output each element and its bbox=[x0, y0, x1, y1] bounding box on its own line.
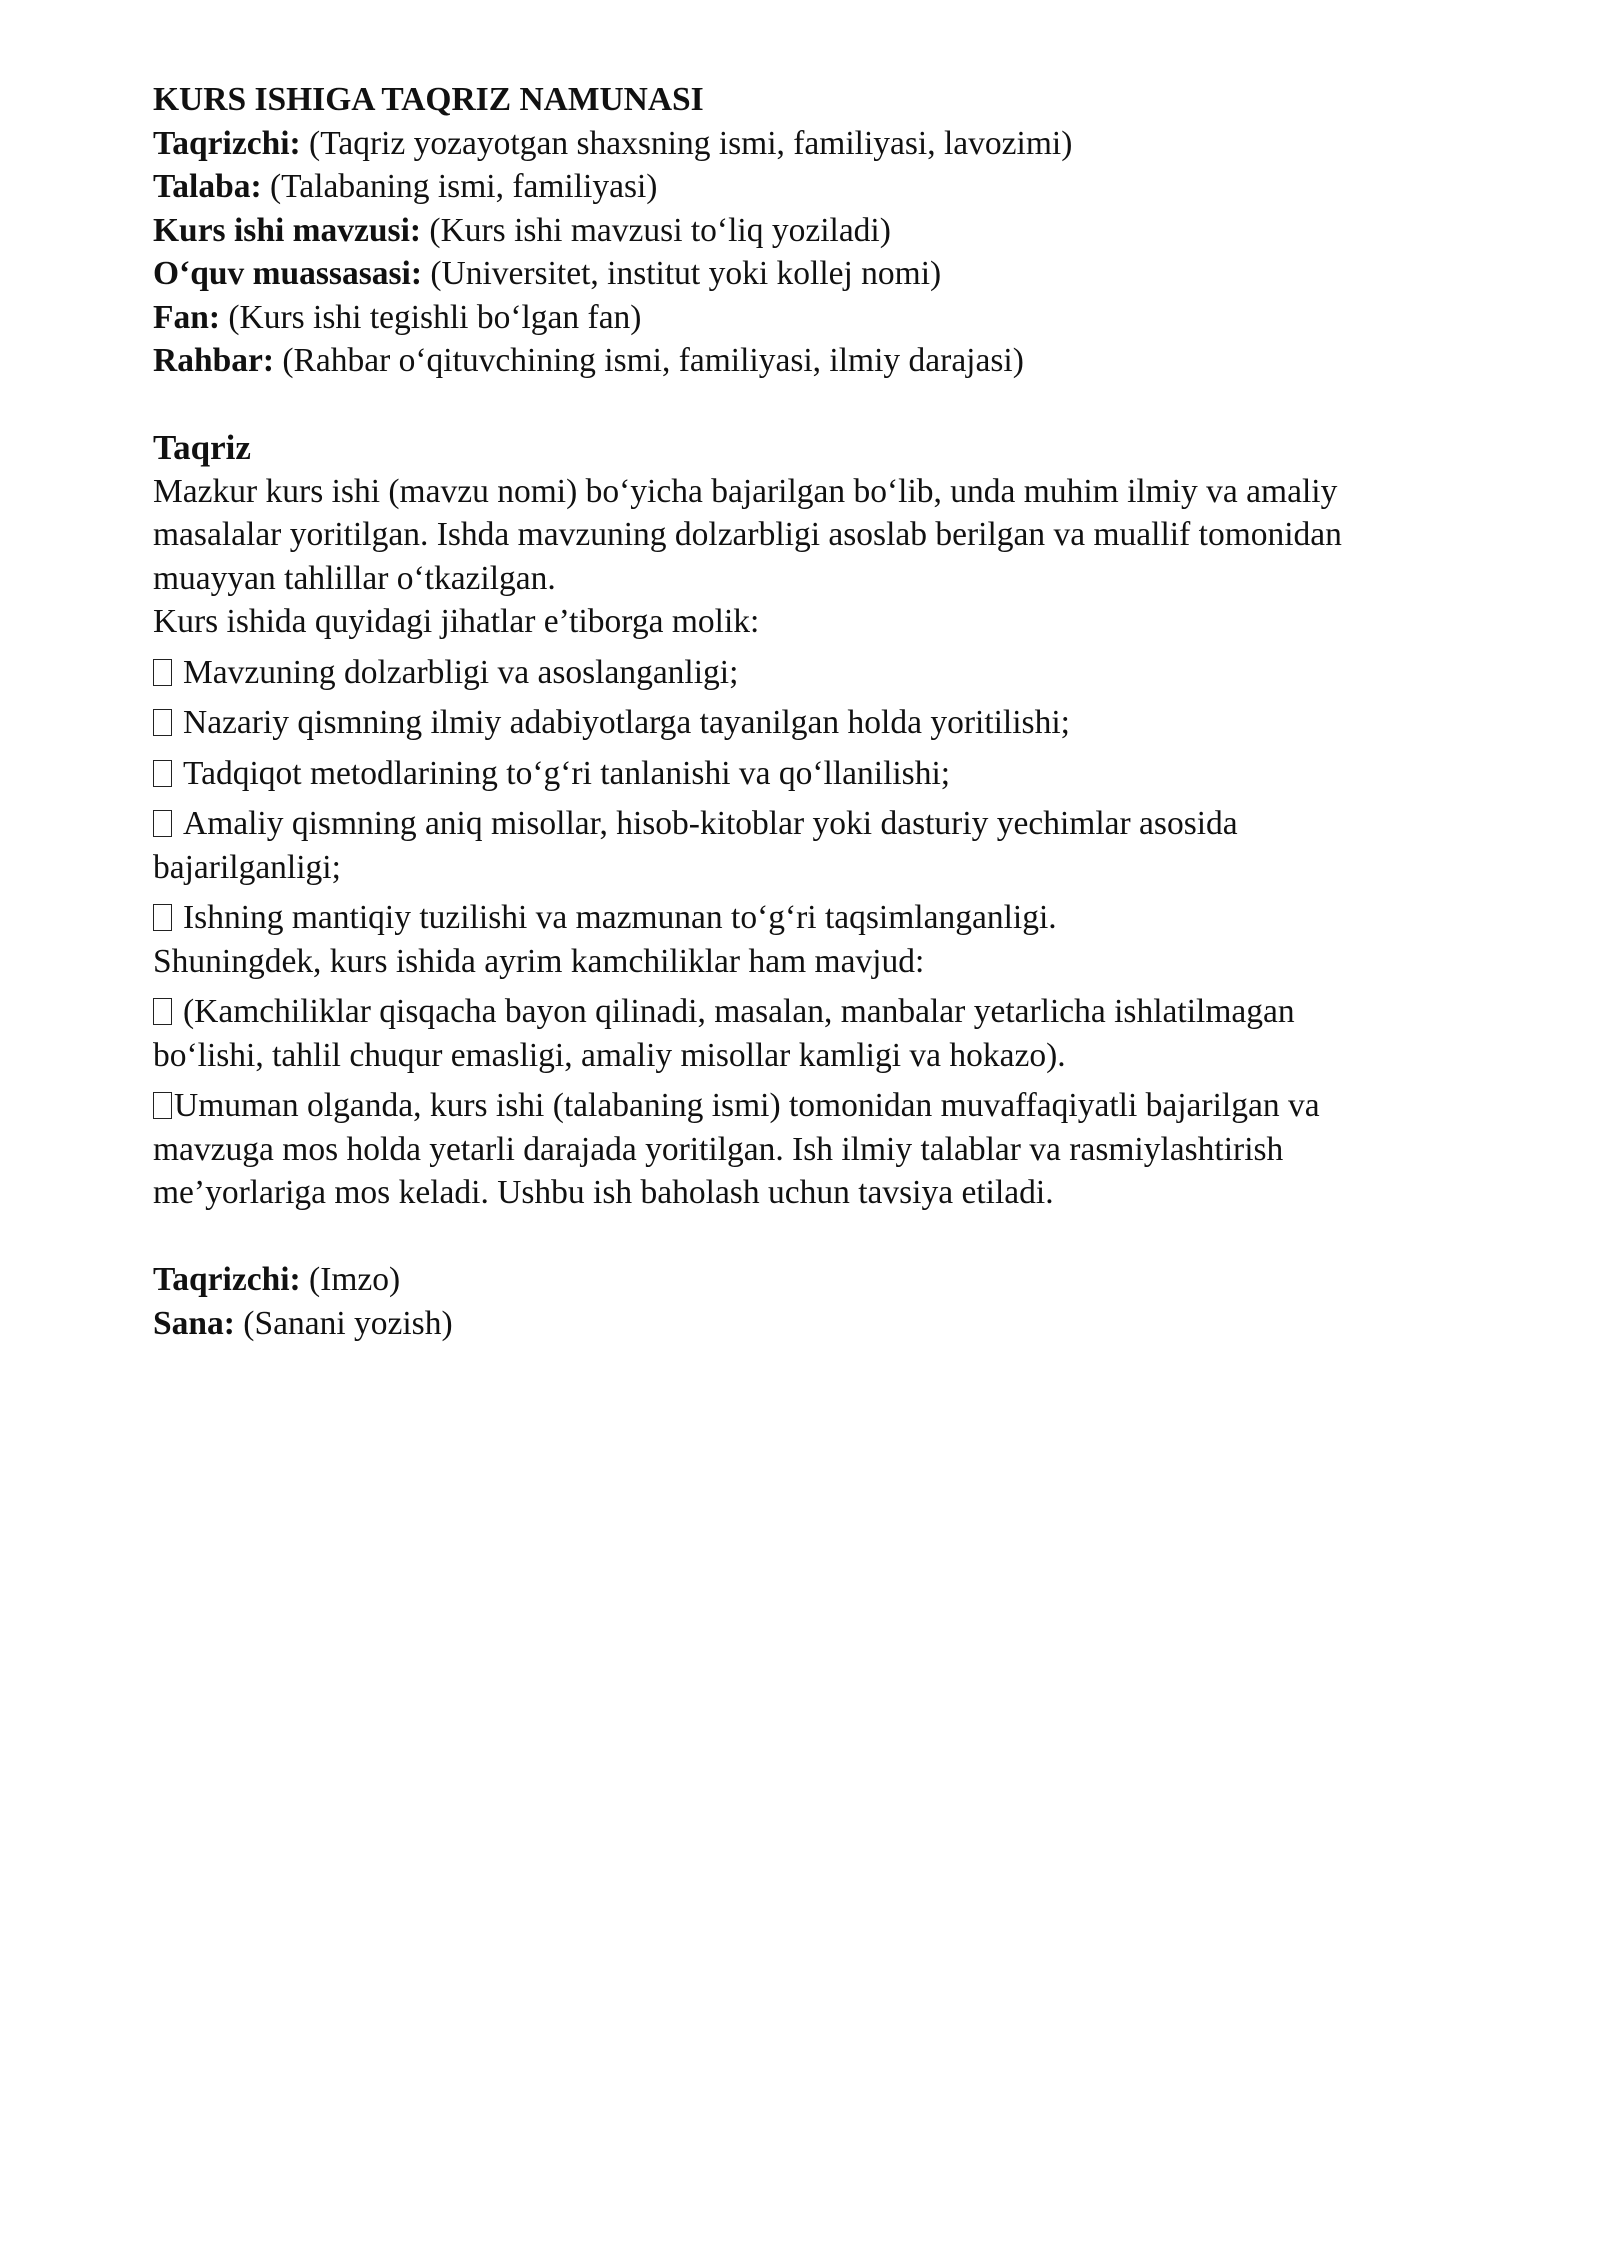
spacer bbox=[153, 383, 1513, 427]
shortcomings-intro: Shuningdek, kurs ishida ayrim kamchiliklar ham mavjud: bbox=[153, 942, 925, 980]
list-item-text: Mavzuning dolzarbligi va asoslanganligi; bbox=[183, 653, 739, 691]
list-item bbox=[153, 651, 1513, 695]
list-item bbox=[153, 896, 1513, 940]
field-label: Sana: bbox=[153, 1304, 235, 1342]
intro-line: muayyan tahlillar o‘tkazilgan. bbox=[153, 559, 556, 597]
field-value: (Universitet, institut yoki kollej nomi) bbox=[422, 255, 942, 292]
list-item-text: Amaliy qismning aniq misollar, hisob-kitoblar yoki dasturiy yechimlar asosida bbox=[183, 805, 1238, 842]
bullet-icon bbox=[153, 1092, 172, 1119]
list-item-text: Nazariy qismning ilmiy adabiyotlarga tayanilgan holda yoritilishi; bbox=[183, 704, 1070, 741]
bullet-icon bbox=[153, 810, 172, 837]
list-item bbox=[153, 990, 1513, 1077]
conclusion-line: mavzuga mos holda yetarli darajada yoritilgan. Ish ilmiy talablar va rasmiylashtirish bbox=[153, 1130, 1284, 1168]
intro-line: Kurs ishida quyidagi jihatlar e’tiborga molik: bbox=[153, 603, 760, 640]
field-value: (Talabaning ismi, familiyasi) bbox=[261, 168, 658, 205]
field-student bbox=[153, 165, 1513, 209]
field-value: (Taqriz yozayotgan shaxsning ismi, familiyasi, lavozimi) bbox=[300, 124, 1073, 162]
document-title: KURS ISHIGA TAQRIZ NAMUNASI bbox=[153, 81, 704, 118]
conclusion-line: me’yorlariga mos keladi. Ushbu ish baholash uchun tavsiya etiladi. bbox=[153, 1174, 1054, 1211]
shortcomings-list bbox=[153, 990, 1513, 1077]
field-label: Kurs ishi mavzusi: bbox=[153, 211, 422, 249]
list-item bbox=[153, 752, 1513, 796]
field-label: Rahbar: bbox=[153, 342, 274, 379]
intro-line: Mazkur kurs ishi (mavzu nomi) bo‘yicha bajarilgan bo‘lib, unda muhim ilmiy va amaliy bbox=[153, 472, 1338, 510]
field-institution bbox=[153, 252, 1513, 296]
field-value: (Rahbar o‘qituvchining ismi, familiyasi, ilmiy darajasi) bbox=[273, 342, 1024, 379]
field-supervisor bbox=[153, 339, 1513, 383]
bullet-icon bbox=[153, 659, 172, 686]
field-value: (Kurs ishi tegishli bo‘lgan fan) bbox=[220, 298, 642, 336]
field-subject bbox=[153, 296, 1513, 340]
field-label: Taqrizchi: bbox=[153, 124, 301, 162]
list-item-text: Tadqiqot metodlarining to‘g‘ri tanlanishi va qo‘llanilishi; bbox=[183, 754, 951, 792]
bullet-icon bbox=[153, 904, 172, 931]
header-fields bbox=[153, 122, 1513, 383]
field-topic bbox=[153, 209, 1513, 253]
intro-line: masalalar yoritilgan. Ishda mavzuning dolzarbligi asoslab berilgan va muallif tomonidan bbox=[153, 516, 1342, 553]
bullet-icon bbox=[153, 760, 172, 787]
signature-date bbox=[153, 1302, 1513, 1346]
list-item-continuation: bajarilganligi; bbox=[153, 848, 341, 886]
conclusion-line: Umuman olganda, kurs ishi (talabaning ismi) tomonidan muvaffaqiyatli bajarilgan va bbox=[174, 1087, 1320, 1124]
list-item bbox=[153, 802, 1513, 889]
field-label: Taqrizchi: bbox=[153, 1261, 301, 1298]
field-label: Talaba: bbox=[153, 168, 262, 205]
field-value: (Imzo) bbox=[300, 1261, 401, 1298]
spacer bbox=[153, 1215, 1513, 1259]
list-item-continuation: bo‘lishi, tahlil chuqur emasligi, amaliy misollar kamligi va hokazo). bbox=[153, 1036, 1066, 1074]
field-label: Fan: bbox=[153, 298, 220, 336]
list-item-text: (Kamchiliklar qisqacha bayon qilinadi, masalan, manbalar yetarlicha ishlatilmagan bbox=[183, 993, 1295, 1030]
list-item bbox=[153, 701, 1513, 745]
signature-reviewer bbox=[153, 1258, 1513, 1302]
field-label: O‘quv muassasasi: bbox=[153, 255, 422, 292]
conclusion-paragraph bbox=[153, 1084, 1513, 1215]
intro-paragraph bbox=[153, 470, 1513, 644]
strengths-list bbox=[153, 651, 1513, 940]
field-value: (Sanani yozish) bbox=[234, 1304, 453, 1342]
field-value: (Kurs ishi mavzusi to‘liq yoziladi) bbox=[421, 211, 891, 249]
bullet-icon bbox=[153, 709, 172, 736]
section-heading: Taqriz bbox=[153, 428, 251, 467]
list-item-text: Ishning mantiqiy tuzilishi va mazmunan to‘g‘ri taqsimlanganligi. bbox=[183, 899, 1057, 936]
bullet-icon bbox=[153, 998, 172, 1025]
signature-block bbox=[153, 1258, 1513, 1345]
field-reviewer bbox=[153, 122, 1513, 166]
document-page bbox=[153, 78, 1513, 1345]
